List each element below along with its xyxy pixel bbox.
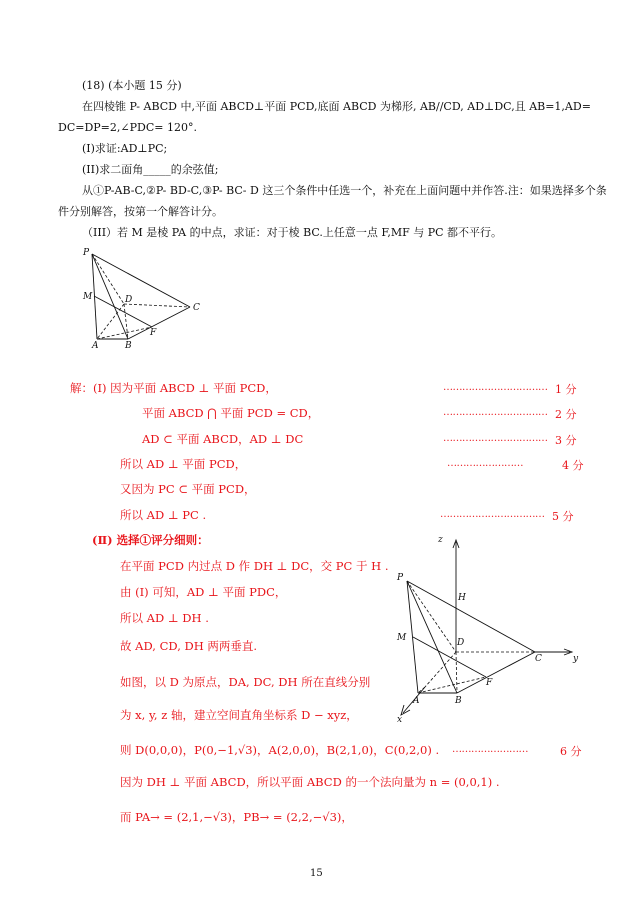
solution-line-16: 而 PA→ = (2,1,−√3)，PB→ = (2,2,−√3)，: [120, 810, 353, 824]
page-number: 15: [310, 868, 323, 879]
solution-line-12: 如图，以 D 为原点，DA, DC, DH 所在直线分别: [120, 675, 371, 689]
problem-part2: (II)求二面角_____的余弦值;: [82, 163, 219, 176]
solution-line-13: 为 x, y, z 轴，建立空间直角坐标系 D − xyz，: [120, 708, 358, 722]
score-2: 2 分: [555, 408, 577, 421]
solution-line-9: 由 (Ⅰ) 可知，AD ⊥ 平面 PDC，: [120, 585, 287, 599]
problem-stem-line2: DC=DP=2,∠PDC= 120°.: [58, 121, 197, 134]
solution-line-5: 又因为 PC ⊂ 平面 PCD，: [120, 482, 256, 496]
problem-choice-line2: 件分别解答，按第一个解答计分。: [58, 205, 223, 218]
fig1-label-F: F: [150, 328, 157, 338]
fig2-label-D: D: [457, 638, 465, 648]
fig1-label-A: A: [92, 341, 99, 351]
score-1: 1 分: [555, 383, 577, 396]
problem-choice-line1: 从①P-AB-C,②P- BD-C,③P- BC- D 这三个条件中任选一个，补充在上面问题中并作答.注：如果选择多个条: [82, 184, 607, 197]
fig1-label-M: M: [83, 292, 93, 302]
solution-line-2: 平面 ABCD ⋂ 平面 PCD = CD，: [142, 406, 320, 420]
solution-line-7: (Ⅱ) 选择①评分细则：: [92, 533, 209, 547]
fig2-label-F: F: [486, 678, 493, 688]
solution-line-15: 因为 DH ⊥ 平面 ABCD，所以平面 ABCD 的一个法向量为 n = (0,0,1) .: [120, 775, 500, 789]
solution-line-1: 解：(Ⅰ) 因为平面 ABCD ⊥ 平面 PCD，: [70, 381, 277, 395]
fig1-label-B: B: [125, 341, 132, 351]
fig2-label-H: H: [458, 593, 466, 603]
score-3: 3 分: [555, 434, 577, 447]
problem-part1: (I)求证:AD⊥PC;: [82, 142, 168, 155]
score-4: 4 分: [562, 459, 584, 472]
solution-line-14: 则 D(0,0,0)，P(0,−1,√3)，A(2,0,0)，B(2,1,0)，C(0,2,0) .: [120, 743, 440, 757]
fig1-label-C: C: [193, 303, 200, 313]
fig2-label-x: x: [397, 715, 403, 725]
fig2-label-P: P: [397, 573, 404, 583]
problem-stem-line1: 在四棱锥 P- ABCD 中,平面 ABCD⊥平面 PCD,底面 ABCD 为梯形, AB//CD, AD⊥DC,且 AB=1,AD=: [82, 100, 591, 113]
solution-line-11: 故 AD, CD, DH 两两垂直.: [120, 639, 258, 653]
fig2-label-z: z: [438, 535, 443, 545]
fig2-label-A: A: [413, 696, 420, 706]
score-dots-2: ……………………………: [443, 407, 548, 418]
score-6: 6 分: [560, 745, 582, 758]
fig1-label-P: P: [83, 248, 90, 258]
solution-line-10: 所以 AD ⊥ DH .: [120, 611, 209, 625]
pyramid-figure: [80, 244, 210, 352]
score-dots-6: ……………………: [452, 744, 528, 755]
fig1-label-D: D: [125, 295, 133, 305]
coordinate-figure: [385, 530, 585, 725]
fig2-label-C: C: [535, 654, 542, 664]
score-dots-4: ……………………: [447, 458, 523, 469]
fig2-label-y: y: [573, 654, 579, 664]
score-dots-5: ……………………………: [440, 509, 545, 520]
solution-line-8: 在平面 PCD 内过点 D 作 DH ⊥ DC，交 PC 于 H .: [120, 559, 389, 573]
score-dots-3: ……………………………: [443, 433, 548, 444]
problem-part3: （III）若 M 是棱 PA 的中点，求证：对于棱 BC.上任意一点 F,MF 与 PC 都不平行。: [82, 226, 503, 239]
solution-line-3: AD ⊂ 平面 ABCD，AD ⊥ DC: [142, 432, 304, 446]
solution-line-4: 所以 AD ⊥ 平面 PCD，: [120, 457, 247, 471]
score-5: 5 分: [552, 510, 574, 523]
fig2-label-M: M: [397, 633, 407, 643]
score-dots-1: ……………………………: [443, 382, 548, 393]
problem-header: (18) (本小题 15 分): [82, 79, 182, 92]
solution-line-6: 所以 AD ⊥ PC .: [120, 508, 207, 522]
fig2-label-B: B: [455, 696, 462, 706]
